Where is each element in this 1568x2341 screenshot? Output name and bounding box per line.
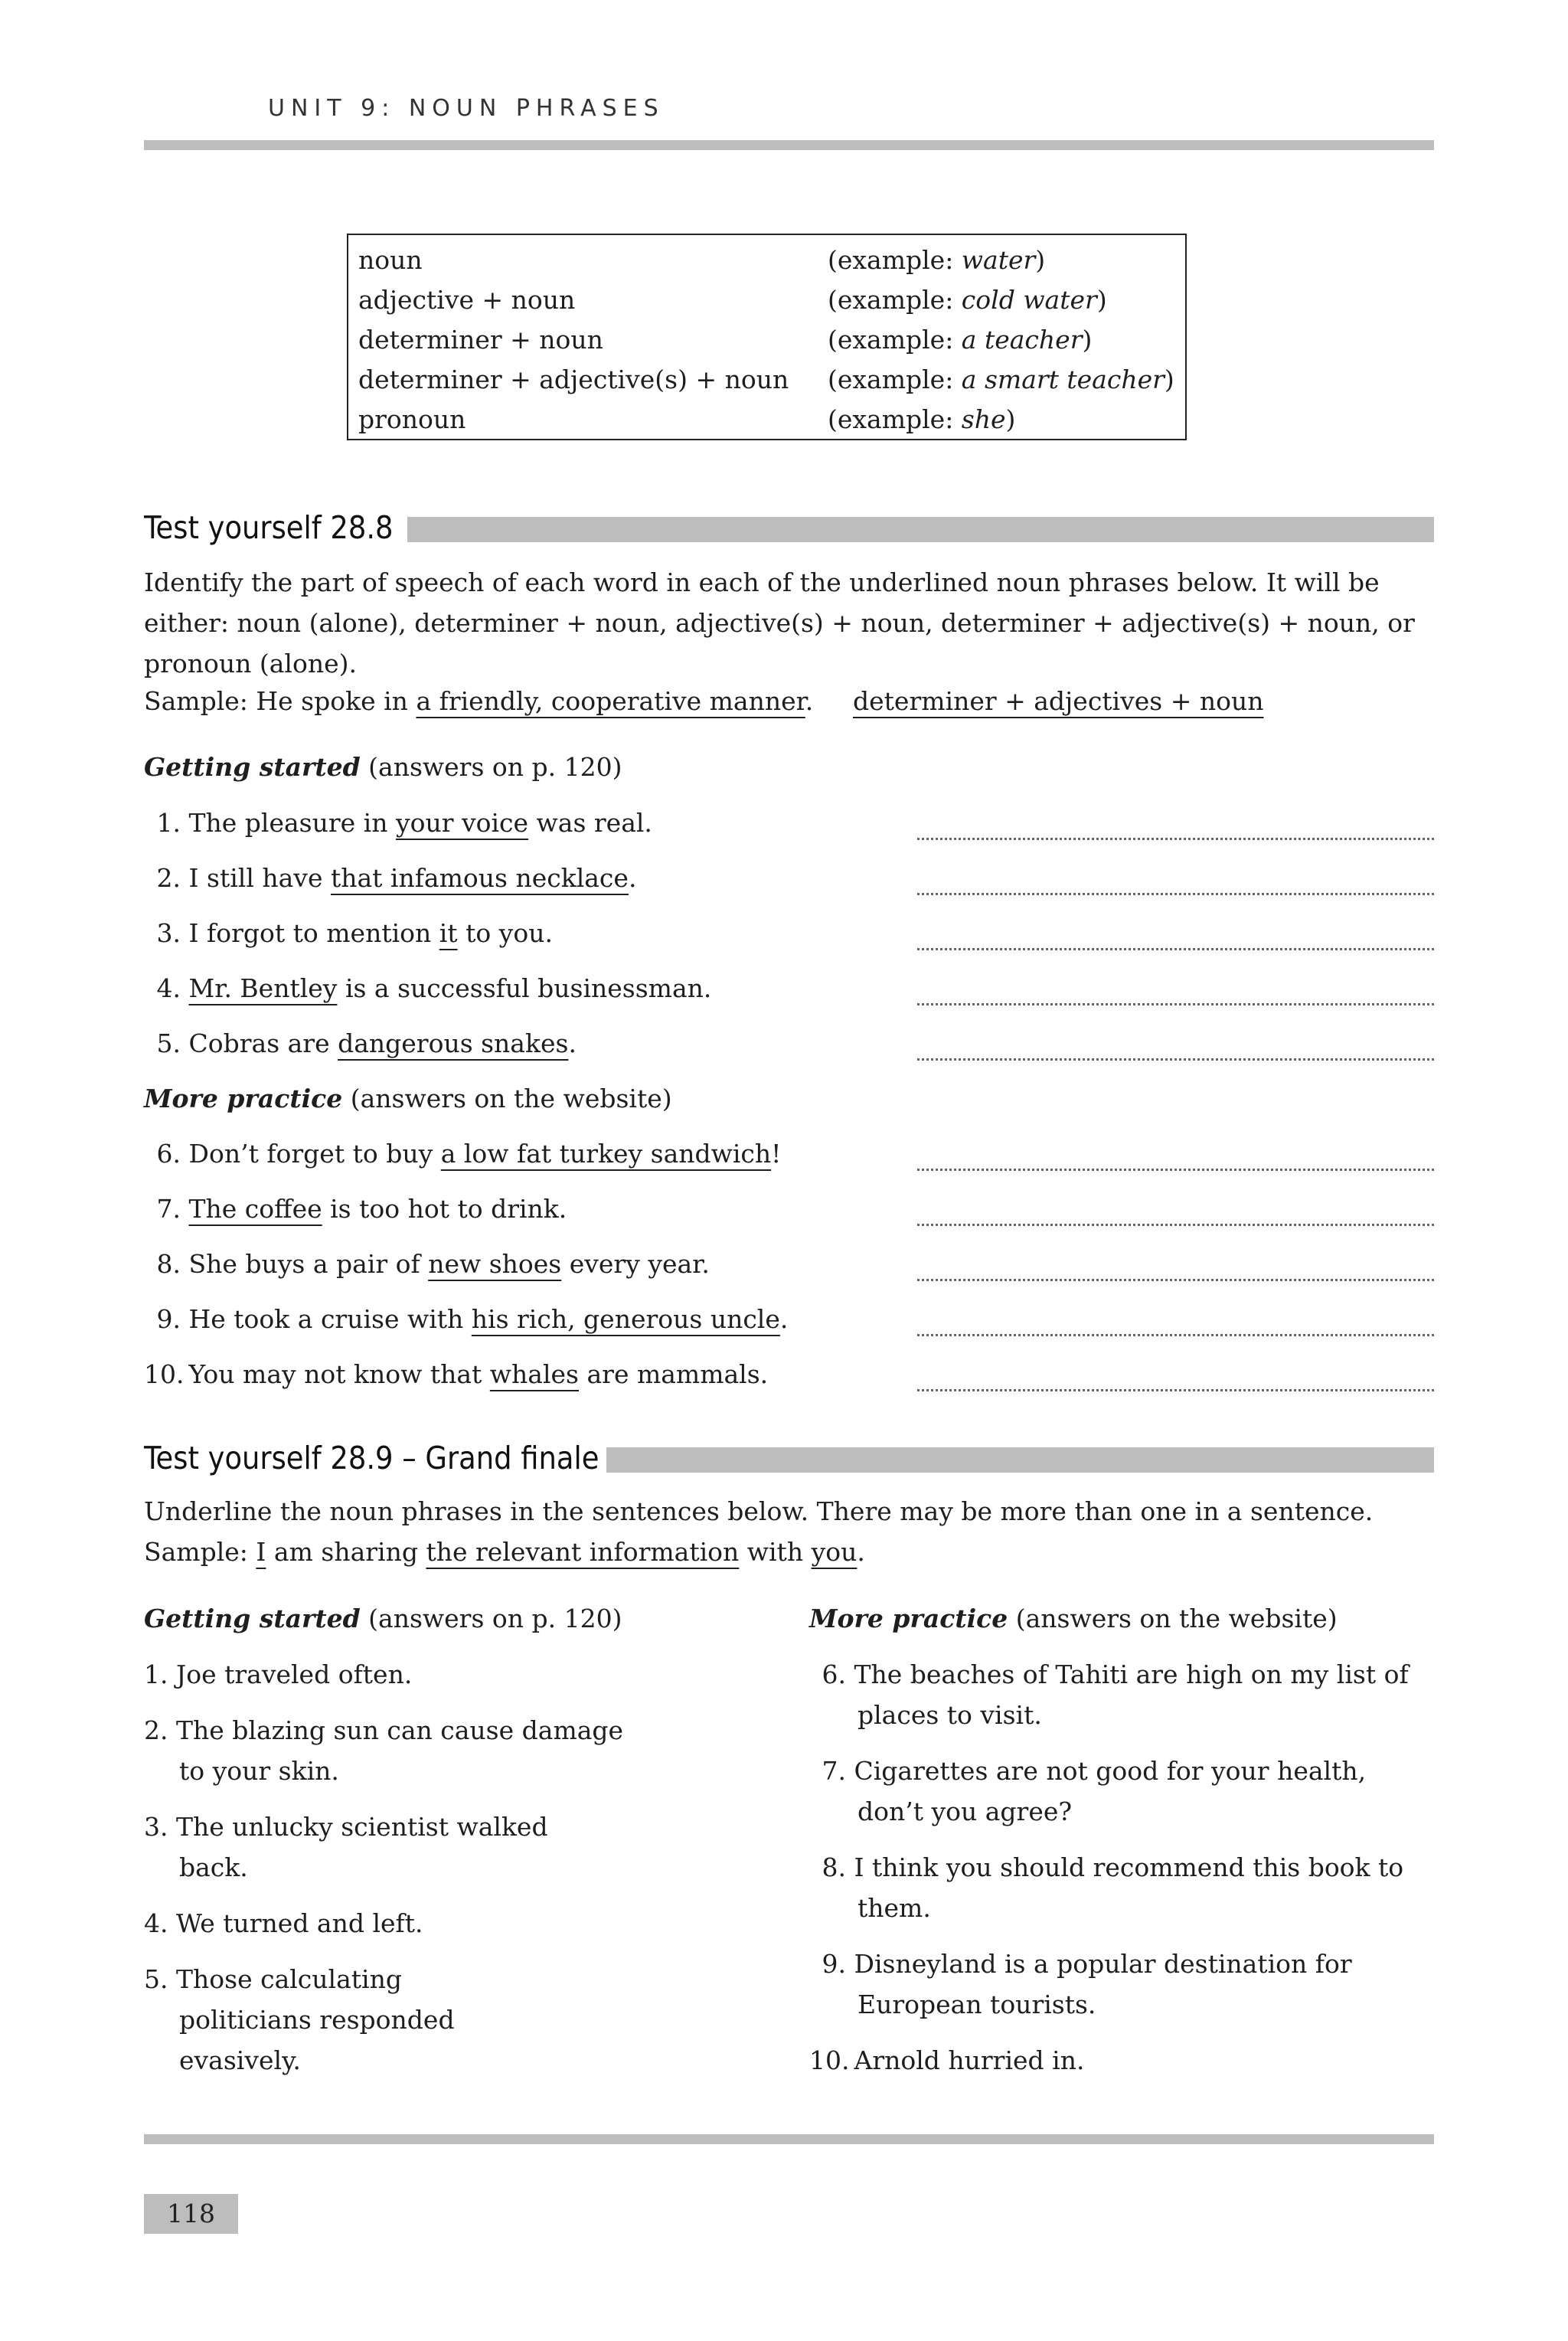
answer-line[interactable] — [917, 893, 1434, 895]
page-number: 118 — [144, 2194, 238, 2234]
sample-28-9: Sample: I am sharing the relevant information with you. — [144, 1537, 865, 1567]
exercise-item: 9. He took a cruise with his rich, generous uncle. — [156, 1304, 789, 1334]
example-cell: (example: a smart teacher) — [828, 365, 1174, 394]
getting-started-heading: Getting started (answers on p. 120) — [144, 752, 622, 782]
example-cell: (example: she) — [828, 404, 1016, 434]
exercise-item: 8. She buys a pair of new shoes every year. — [156, 1249, 710, 1279]
pattern-cell: noun — [358, 245, 423, 275]
section-title-28-9: Test yourself 28.9 – Grand finale — [144, 1440, 599, 1476]
exercise-item: 2. I still have that infamous necklace. — [156, 863, 637, 893]
answer-line[interactable] — [917, 1224, 1434, 1226]
section-title-28-8: Test yourself 28.8 — [144, 509, 394, 546]
exercise-item: 10. Arnold hurried in. — [809, 2045, 1085, 2075]
exercise-item: 2. The blazing sun can cause damage — [144, 1715, 624, 1745]
answer-line[interactable] — [917, 1389, 1434, 1391]
answer-line[interactable] — [917, 838, 1434, 840]
exercise-item: 1. Joe traveled often. — [144, 1659, 413, 1689]
exercise-item: 9. Disneyland is a popular destination for — [822, 1949, 1352, 1979]
answer-line[interactable] — [917, 1279, 1434, 1281]
answer-line[interactable] — [917, 1334, 1434, 1336]
pattern-cell: determiner + adjective(s) + noun — [358, 365, 789, 394]
sample-28-8: Sample: He spoke in a friendly, cooperative manner. — [144, 686, 814, 716]
example-cell: (example: water) — [828, 245, 1046, 275]
answer-line[interactable] — [917, 1169, 1434, 1171]
sample-answer: determiner + adjectives + noun — [853, 686, 1264, 716]
exercise-item: 6. The beaches of Tahiti are high on my list of — [822, 1659, 1409, 1689]
exercise-item-cont: politicians responded — [179, 2005, 455, 2035]
more-practice-heading: More practice (answers on the website) — [809, 1604, 1338, 1633]
pattern-cell: pronoun — [358, 404, 466, 434]
section-bar — [606, 1447, 1434, 1473]
exercise-item-cont: them. — [858, 1893, 931, 1923]
exercise-item: 3. I forgot to mention it to you. — [156, 918, 553, 948]
exercise-item: 6. Don’t forget to buy a low fat turkey sandwich! — [156, 1139, 782, 1169]
exercise-item-cont: don’t you agree? — [858, 1797, 1073, 1826]
answer-line[interactable] — [917, 948, 1434, 950]
answer-line[interactable] — [917, 1058, 1434, 1061]
exercise-item-cont: places to visit. — [858, 1700, 1042, 1730]
instructions-28-8: Identify the part of speech of each word in each of the underlined noun phrases below. It will be either: noun (alone), determiner + noun, adjective(s) + noun, determiner + adjective(s) + noun, or pronoun (alone). — [144, 567, 1415, 678]
exercise-item-cont: to your skin. — [179, 1756, 339, 1786]
exercise-item: 5. Those calculating — [144, 1964, 402, 1994]
header-rule — [144, 140, 1434, 150]
exercise-item: 7. Cigarettes are not good for your health, — [822, 1756, 1367, 1786]
pattern-table — [347, 234, 1187, 440]
more-practice-heading: More practice (answers on the website) — [144, 1084, 672, 1113]
pattern-cell: adjective + noun — [358, 285, 576, 315]
exercise-item: 7. The coffee is too hot to drink. — [156, 1194, 567, 1224]
exercise-item: 8. I think you should recommend this book to — [822, 1852, 1404, 1882]
answer-line[interactable] — [917, 1003, 1434, 1005]
example-cell: (example: cold water) — [828, 285, 1107, 315]
exercise-item: 4. We turned and left. — [144, 1908, 423, 1938]
pattern-cell: determiner + noun — [358, 325, 603, 355]
exercise-item: 4. Mr. Bentley is a successful businessman. — [156, 973, 712, 1003]
running-header: UNIT 9: NOUN PHRASES — [268, 95, 665, 122]
exercise-item: 5. Cobras are dangerous snakes. — [156, 1028, 577, 1058]
exercise-item: 3. The unlucky scientist walked — [144, 1812, 548, 1842]
section-bar — [407, 517, 1434, 542]
example-cell: (example: a teacher) — [828, 325, 1093, 355]
getting-started-heading: Getting started (answers on p. 120) — [144, 1604, 622, 1633]
exercise-item-cont: European tourists. — [858, 1990, 1096, 2019]
instructions-28-9: Underline the noun phrases in the sentences below. There may be more than one in a sentence. — [144, 1496, 1374, 1526]
exercise-item-cont: back. — [179, 1852, 248, 1882]
footer-rule — [144, 2134, 1434, 2144]
exercise-item: 10. You may not know that whales are mammals. — [144, 1359, 769, 1389]
exercise-item: 1. The pleasure in your voice was real. — [156, 808, 652, 838]
exercise-item-cont: evasively. — [179, 2045, 301, 2075]
